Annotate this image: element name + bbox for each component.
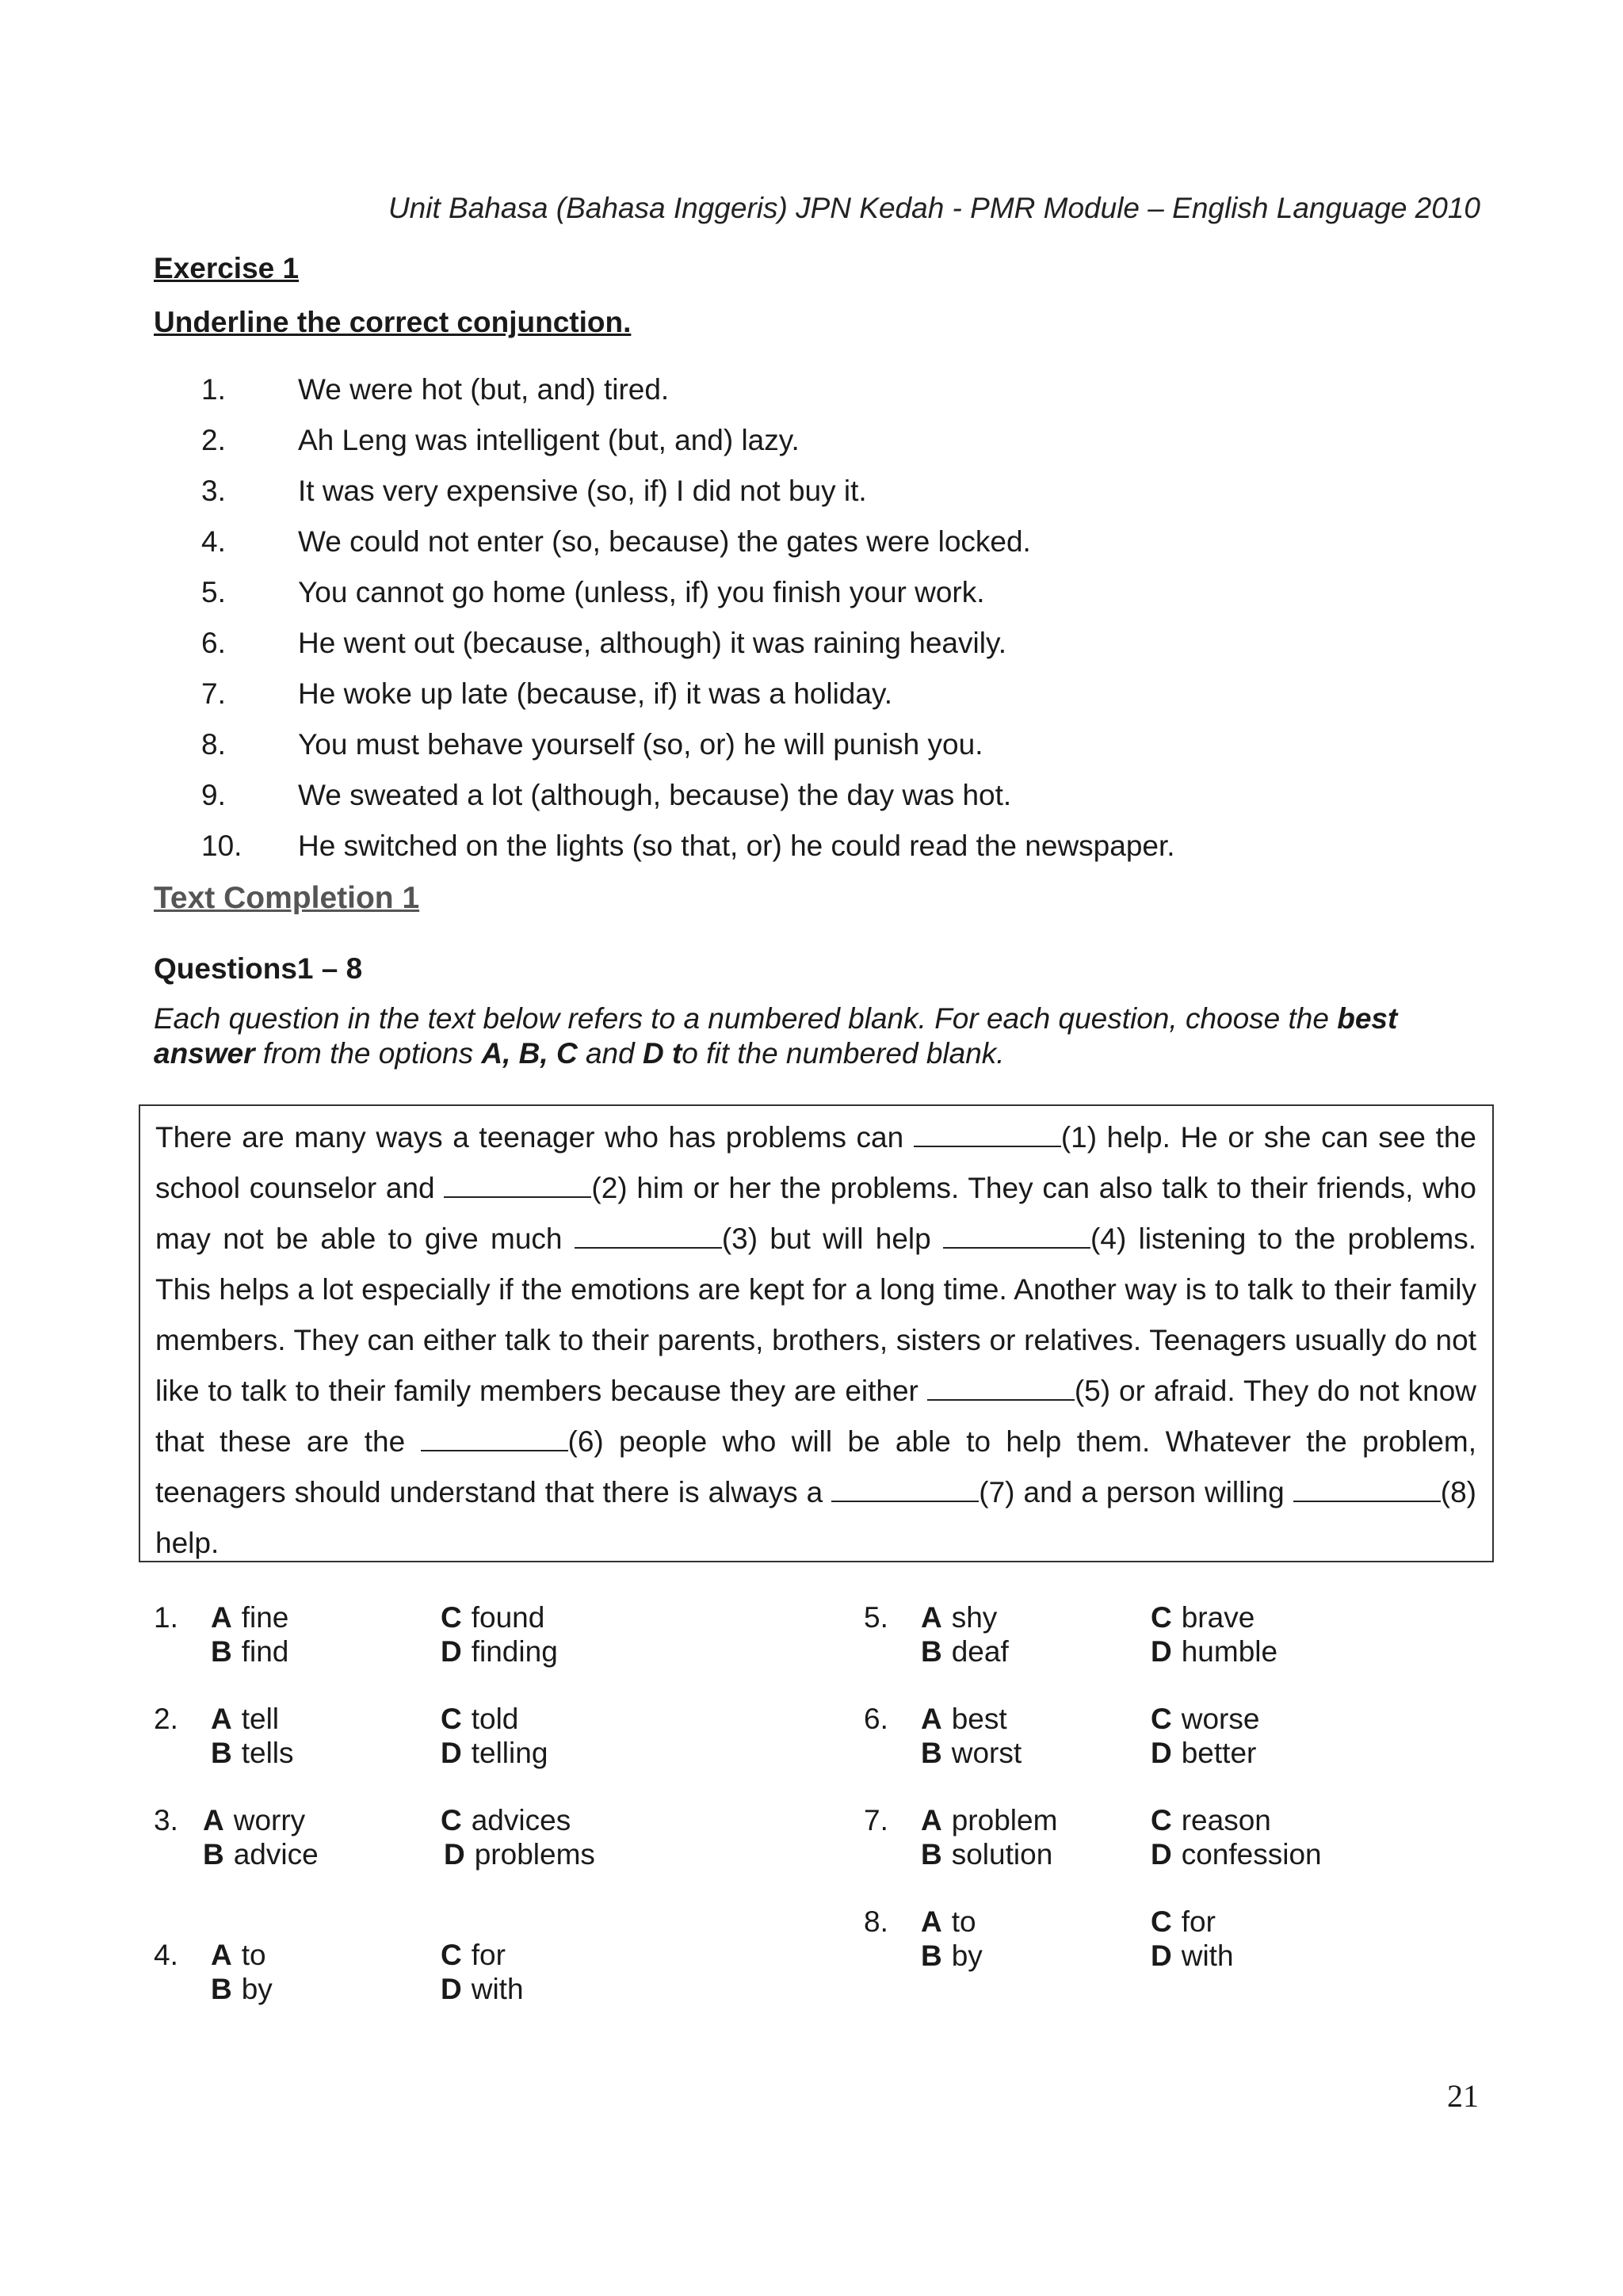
option-c[interactable]: C for	[1151, 1905, 1216, 1938]
option-c[interactable]: C worse	[1151, 1703, 1260, 1735]
item-number: 1.	[201, 373, 226, 406]
exercise-item	[154, 466, 1501, 517]
option-d[interactable]: D better	[1151, 1737, 1257, 1769]
passage-segment: (7) and a person willing	[979, 1476, 1293, 1508]
option-b[interactable]: B deaf	[921, 1635, 1009, 1668]
blank-1	[914, 1122, 1061, 1147]
exercise-item	[154, 719, 1501, 770]
option-b[interactable]: B worst	[921, 1737, 1022, 1769]
instruction-text: from the options	[254, 1037, 482, 1070]
passage-segment: (2) him or her the problems. They can also talk to their friends, who may not be able to give much	[155, 1172, 1476, 1255]
option-d[interactable]: D finding	[441, 1635, 558, 1668]
passage-segment: (1) help. He or she can see the school counselor and	[155, 1121, 1476, 1204]
item-text: We were hot (but, and) tired.	[298, 373, 670, 406]
option-a[interactable]: A to	[211, 1939, 266, 1971]
passage-segment: There are many ways a teenager who has problems can	[155, 1121, 914, 1154]
exercise-item	[154, 517, 1501, 567]
option-b[interactable]: B find	[211, 1635, 289, 1668]
item-text: We could not enter (so, because) the gates were locked.	[298, 525, 1031, 558]
option-c[interactable]: C reason	[1151, 1804, 1271, 1836]
item-text: He woke up late (because, if) it was a holiday.	[298, 677, 892, 710]
option-a[interactable]: A to	[921, 1905, 976, 1938]
option-c[interactable]: C advices	[441, 1804, 571, 1836]
option-a[interactable]: A shy	[921, 1601, 998, 1634]
option-a[interactable]: A best	[921, 1703, 1007, 1735]
option-a[interactable]: A fine	[211, 1601, 289, 1634]
option-c[interactable]: C brave	[1151, 1601, 1255, 1634]
item-text: He went out (because, although) it was raining heavily.	[298, 627, 1006, 659]
option-d[interactable]: D problems	[444, 1838, 595, 1871]
option-d[interactable]: D with	[1151, 1939, 1234, 1972]
item-number: 3.	[201, 475, 226, 507]
page-number: 21	[1447, 2078, 1479, 2114]
item-text: We sweated a lot (although, because) the day was hot.	[298, 779, 1012, 811]
blank-5	[927, 1375, 1075, 1401]
exercise-instruction: Underline the correct conjunction.	[154, 306, 632, 338]
option-a[interactable]: A problem	[921, 1804, 1058, 1836]
exercise-item	[154, 415, 1501, 466]
option-d[interactable]: D telling	[441, 1737, 548, 1769]
questions-label: Questions1 – 8	[154, 952, 363, 985]
item-number: 9.	[201, 779, 226, 811]
item-number: 5.	[201, 576, 226, 608]
blank-6	[421, 1426, 568, 1451]
question-number: 4.	[154, 1939, 178, 1971]
instruction-emphasis: D t	[642, 1037, 682, 1070]
question-number: 6.	[864, 1703, 888, 1735]
exercise-title: Exercise 1	[154, 252, 300, 284]
blank-8	[1293, 1477, 1441, 1502]
instruction-text: Each question in the text below refers to a numbered blank. For each question, choose the	[154, 1002, 1338, 1035]
option-d[interactable]: D with	[441, 1973, 524, 2005]
option-d[interactable]: D confession	[1151, 1838, 1322, 1871]
passage-segment: (5) or afraid. They do not know that these are the	[155, 1375, 1476, 1458]
blank-7	[831, 1477, 979, 1502]
blank-2	[444, 1173, 591, 1198]
passage-segment: (6) people who will be able to help them. Whatever the problem, teenagers should understand that there is always a	[155, 1425, 1476, 1508]
text-completion-instruction	[154, 1001, 1485, 1071]
option-b[interactable]: B tells	[211, 1737, 294, 1769]
item-number: 6.	[201, 627, 226, 659]
item-text: You must behave yourself (so, or) he will punish you.	[298, 728, 983, 761]
item-text: You cannot go home (unless, if) you finish your work.	[298, 576, 985, 608]
option-c[interactable]: C for	[441, 1939, 506, 1971]
passage-segment: (4) listening to the problems. This helps a lot especially if the emotions are kept for a long time. Another way is to talk to their family members. They can either talk to their parents, brothers, sisters or relatives. Teenagers usually do not like to talk to their family members because they are either	[155, 1222, 1476, 1407]
item-number: 8.	[201, 728, 226, 761]
option-c[interactable]: C found	[441, 1601, 545, 1634]
exercise-item	[154, 669, 1501, 719]
question-number: 8.	[864, 1905, 888, 1938]
question-number: 5.	[864, 1601, 888, 1634]
exercise-item	[154, 567, 1501, 618]
option-d[interactable]: D humble	[1151, 1635, 1278, 1668]
option-b[interactable]: B advice	[203, 1838, 319, 1871]
passage-segment: (8) help.	[155, 1476, 1476, 1559]
exercise-list	[154, 364, 1501, 871]
instruction-emphasis: best answer	[154, 1002, 1398, 1070]
option-b[interactable]: B by	[921, 1939, 983, 1972]
exercise-item	[154, 821, 1501, 871]
blank-4	[943, 1223, 1090, 1249]
item-text: Ah Leng was intelligent (but, and) lazy.	[298, 424, 800, 456]
question-number: 1.	[154, 1601, 178, 1634]
instruction-emphasis: A, B, C	[481, 1037, 578, 1070]
item-number: 4.	[201, 525, 226, 558]
instruction-text: and	[577, 1037, 643, 1070]
passage-text	[155, 1112, 1476, 1569]
option-b[interactable]: B solution	[921, 1838, 1053, 1871]
exercise-item	[154, 770, 1501, 821]
item-number: 2.	[201, 424, 226, 456]
page-header: Unit Bahasa (Bahasa Inggeris) JPN Kedah - PMR Module – English Language 2010	[388, 192, 1480, 224]
item-number: 7.	[201, 677, 226, 710]
exercise-item	[154, 364, 1501, 415]
option-c[interactable]: C told	[441, 1703, 519, 1735]
passage-segment: (3) but will help	[721, 1222, 944, 1255]
question-number: 2.	[154, 1703, 178, 1735]
exercise-item	[154, 618, 1501, 669]
question-number: 3.	[154, 1804, 178, 1836]
option-a[interactable]: A tell	[211, 1703, 280, 1735]
item-text: It was very expensive (so, if) I did not buy it.	[298, 475, 867, 507]
question-number: 7.	[864, 1804, 888, 1836]
option-b[interactable]: B by	[211, 1973, 273, 2005]
passage-box	[139, 1104, 1494, 1562]
text-completion-title: Text Completion 1	[154, 881, 420, 915]
item-text: He switched on the lights (so that, or) he could read the newspaper.	[298, 830, 1175, 862]
item-number: 10.	[201, 830, 242, 862]
option-a[interactable]: A worry	[203, 1804, 306, 1836]
instruction-text: o fit the numbered blank.	[682, 1037, 1005, 1070]
blank-3	[575, 1223, 722, 1249]
